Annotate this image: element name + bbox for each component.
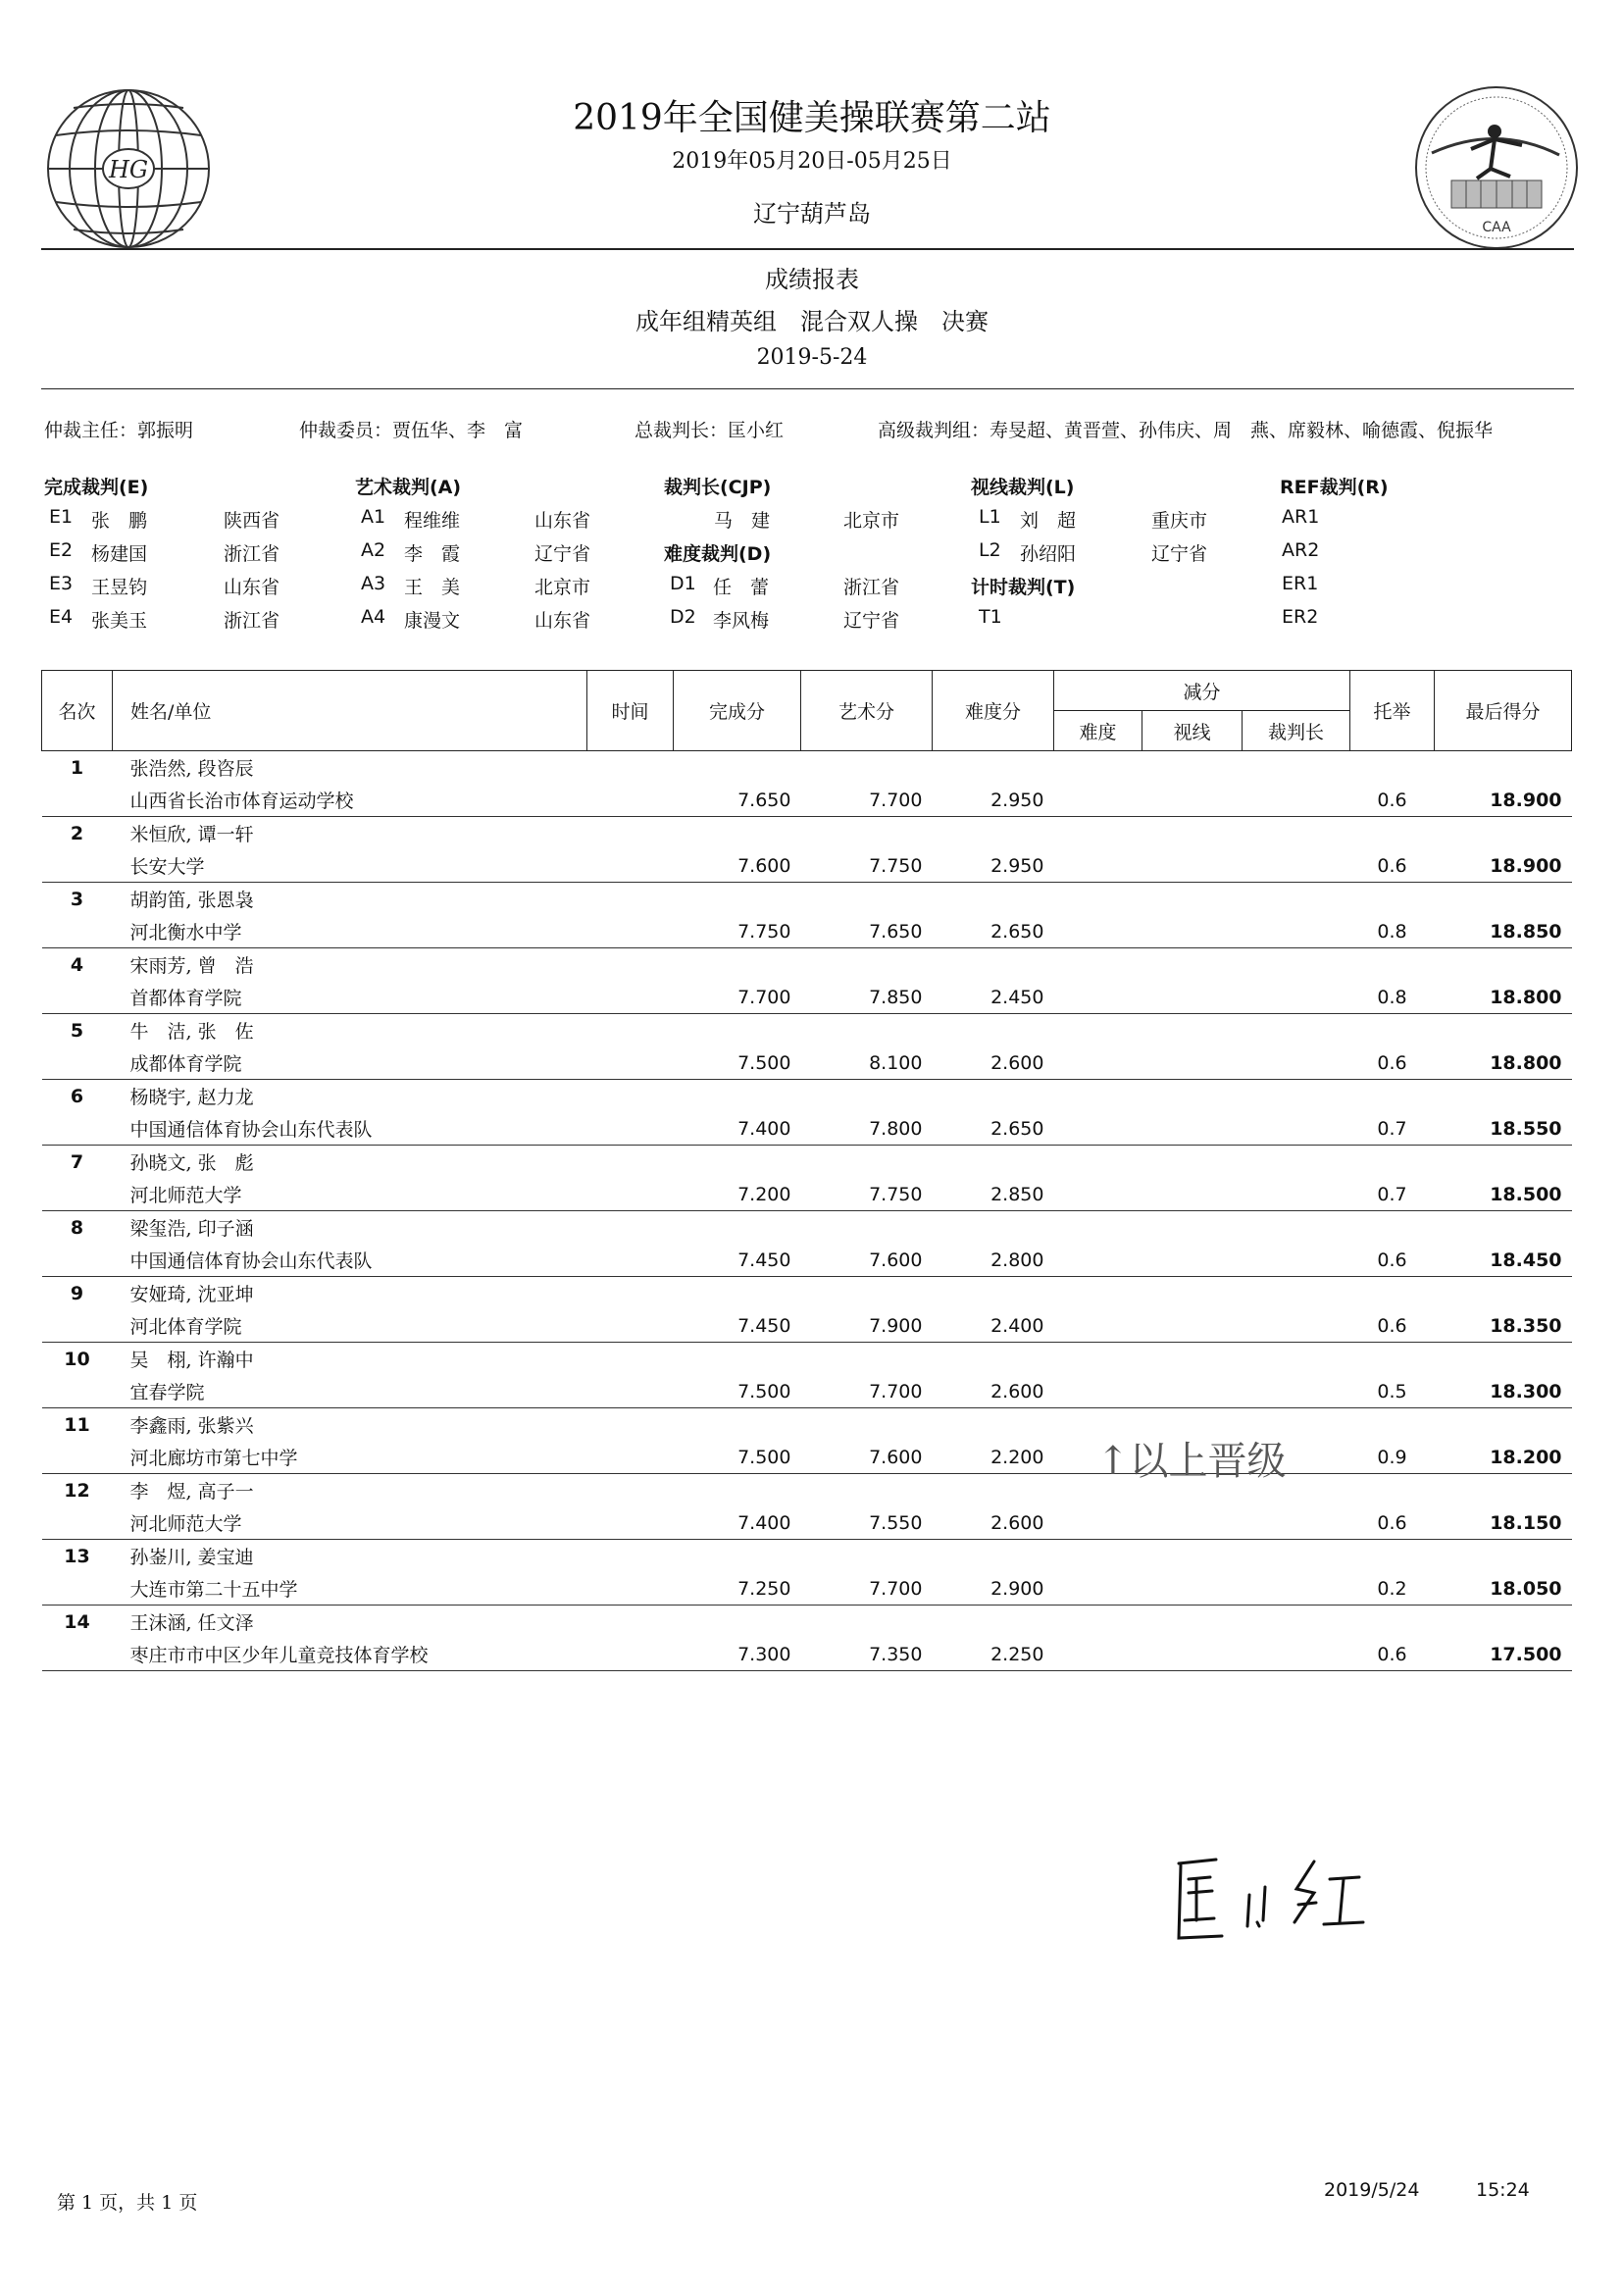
judge-province: 浙江省 <box>843 577 900 598</box>
final-score-cell: 18.900 <box>1435 784 1572 817</box>
report-date: 2019-5-24 <box>756 345 868 370</box>
arbitration-members: 仲裁委员：贾伍华、李 富 <box>299 420 524 441</box>
unit-cell: 河北廊坊市第七中学 <box>113 1441 587 1474</box>
lift-cell: 0.6 <box>1350 1506 1435 1540</box>
unit-cell: 首都体育学院 <box>113 981 587 1014</box>
result-row-names <box>42 1014 1572 1047</box>
final-score-cell: 18.150 <box>1435 1506 1572 1540</box>
rank-cell: 10 <box>64 1348 90 1370</box>
col-name: 姓名/单位 <box>113 671 587 751</box>
col-final: 最后得分 <box>1435 671 1572 751</box>
judge-code: T1 <box>979 606 1002 628</box>
senior-judge-panel: 高级裁判组：寿旻超、黄晋萱、孙伟庆、周 燕、席毅林、喻德霞、倪振华 <box>878 420 1494 441</box>
athlete-names-cell: 张浩然, 段咨辰 <box>129 758 254 780</box>
execution-score-cell: 7.700 <box>674 981 801 1014</box>
unit-cell: 中国通信体育协会山东代表队 <box>113 1112 587 1146</box>
athlete-names-cell: 孙晓文, 张 彪 <box>129 1152 254 1174</box>
result-row-names <box>42 948 1572 982</box>
col-ded-difficulty: 难度 <box>1054 711 1142 751</box>
execution-score-cell: 7.450 <box>674 1309 801 1343</box>
final-score-cell: 18.800 <box>1435 1046 1572 1080</box>
artistic-score-cell: 7.700 <box>801 1572 933 1606</box>
judge-code: D2 <box>670 606 696 628</box>
final-score-cell: 18.350 <box>1435 1309 1572 1343</box>
report-divider <box>41 388 1574 389</box>
result-row-names <box>42 1474 1572 1507</box>
result-row-names <box>42 1408 1572 1442</box>
ref-code: ER1 <box>1282 573 1319 594</box>
judge-name: 刘 超 <box>1020 510 1077 532</box>
print-time: 15:24 <box>1476 2179 1530 2201</box>
judge-name: 任 蕾 <box>713 577 770 598</box>
execution-score-cell: 7.200 <box>674 1178 801 1211</box>
judge-name: 王昱钧 <box>91 577 148 598</box>
result-row-names <box>42 1606 1572 1639</box>
rank-cell: 12 <box>64 1479 90 1502</box>
lift-cell: 0.6 <box>1350 1309 1435 1343</box>
result-row-scores <box>42 1112 1572 1146</box>
rank-cell: 5 <box>70 1019 84 1042</box>
rank-cell: 8 <box>70 1216 84 1239</box>
judge-province: 浙江省 <box>224 543 280 565</box>
col-deductions: 减分 <box>1054 671 1350 711</box>
athlete-names-cell: 李 煜, 高子一 <box>129 1481 254 1503</box>
judge-name: 张 鹏 <box>91 510 148 532</box>
result-row-scores <box>42 981 1572 1014</box>
athlete-names-cell: 牛 洁, 张 佐 <box>129 1021 254 1043</box>
lift-cell: 0.8 <box>1350 981 1435 1014</box>
chief-arbitration: 仲裁主任：郭振明 <box>44 420 194 441</box>
judge-name: 康漫文 <box>404 610 461 632</box>
rank-cell: 13 <box>64 1545 90 1567</box>
judge-code: L1 <box>979 506 1001 528</box>
unit-cell: 河北师范大学 <box>113 1506 587 1540</box>
judge-province: 山东省 <box>224 577 280 598</box>
execution-score-cell: 7.600 <box>674 849 801 883</box>
judge-code: E3 <box>49 573 74 594</box>
judge-code: D1 <box>670 573 696 594</box>
difficulty-score-cell: 2.850 <box>933 1178 1054 1211</box>
result-row-scores <box>42 1572 1572 1606</box>
col-lift: 托举 <box>1350 671 1435 751</box>
athlete-names-cell: 米恒欣, 谭一轩 <box>129 824 254 845</box>
lift-cell: 0.7 <box>1350 1112 1435 1146</box>
unit-cell: 中国通信体育协会山东代表队 <box>113 1244 587 1277</box>
judge-name: 孙绍阳 <box>1020 543 1077 565</box>
difficulty-score-cell: 2.950 <box>933 784 1054 817</box>
rank-cell: 7 <box>70 1150 84 1173</box>
athlete-names-cell: 杨晓宇, 赵力龙 <box>129 1087 254 1108</box>
judge-code: A3 <box>361 573 386 594</box>
artistic-score-cell: 7.600 <box>801 1244 933 1277</box>
lift-cell: 0.6 <box>1350 1244 1435 1277</box>
final-score-cell: 18.300 <box>1435 1375 1572 1408</box>
athlete-names-cell: 李鑫雨, 张紫兴 <box>129 1415 254 1437</box>
lift-cell: 0.6 <box>1350 849 1435 883</box>
difficulty-judges-heading: 难度裁判(D) <box>664 543 772 565</box>
judge-province: 山东省 <box>534 610 591 632</box>
difficulty-score-cell: 2.250 <box>933 1638 1054 1671</box>
judge-code: E1 <box>49 506 74 528</box>
judge-code: E4 <box>49 606 74 628</box>
judge-code: L2 <box>979 539 1001 561</box>
report-subtitle: 成年组精英组 混合双人操 决赛 <box>635 308 989 335</box>
result-row-scores <box>42 784 1572 817</box>
lift-cell: 0.5 <box>1350 1375 1435 1408</box>
result-row-scores <box>42 849 1572 883</box>
judge-province: 浙江省 <box>224 610 280 632</box>
col-execution: 完成分 <box>674 671 801 751</box>
difficulty-score-cell: 2.950 <box>933 849 1054 883</box>
competition-venue: 辽宁葫芦岛 <box>753 200 871 228</box>
result-row-scores <box>42 1441 1572 1474</box>
final-score-cell: 18.050 <box>1435 1572 1572 1606</box>
line-judges-heading: 视线裁判(L) <box>971 477 1075 498</box>
unit-cell: 长安大学 <box>113 849 587 883</box>
competition-dates: 2019年05月20日-05月25日 <box>672 149 952 174</box>
artistic-score-cell: 7.600 <box>801 1441 933 1474</box>
ref-code: AR1 <box>1282 506 1320 528</box>
time-judge-heading: 计时裁判(T) <box>971 577 1076 598</box>
report-title: 成绩报表 <box>765 266 859 293</box>
final-score-cell: 17.500 <box>1435 1638 1572 1671</box>
artistic-score-cell: 7.900 <box>801 1309 933 1343</box>
result-row-names <box>42 1080 1572 1113</box>
unit-cell: 山西省长治市体育运动学校 <box>113 784 587 817</box>
athlete-names-cell: 吴 栩, 许瀚中 <box>129 1350 254 1371</box>
artistic-score-cell: 7.550 <box>801 1506 933 1540</box>
judge-province: 重庆市 <box>1151 510 1208 532</box>
rank-cell: 9 <box>70 1282 84 1304</box>
artistic-judges-heading: 艺术裁判(A) <box>355 477 462 498</box>
execution-score-cell: 7.300 <box>674 1638 801 1671</box>
judge-province: 辽宁省 <box>1151 543 1208 565</box>
judge-name: 李风梅 <box>713 610 770 632</box>
artistic-score-cell: 7.750 <box>801 1178 933 1211</box>
ref-code: ER2 <box>1282 606 1319 628</box>
result-row-scores <box>42 1375 1572 1408</box>
difficulty-score-cell: 2.200 <box>933 1441 1054 1474</box>
judge-province: 辽宁省 <box>843 610 900 632</box>
athlete-names-cell: 胡韵笛, 张恩袅 <box>129 890 254 911</box>
final-score-cell: 18.900 <box>1435 849 1572 883</box>
chief-judge: 总裁判长：匡小红 <box>634 420 785 441</box>
result-row-scores <box>42 1638 1572 1671</box>
result-row-names <box>42 1343 1572 1376</box>
judge-name: 张美玉 <box>91 610 148 632</box>
execution-judges-heading: 完成裁判(E) <box>44 477 149 498</box>
judge-name: 杨建国 <box>91 543 148 565</box>
lift-cell: 0.6 <box>1350 784 1435 817</box>
rank-cell: 3 <box>70 888 84 910</box>
cjp-province: 北京市 <box>843 510 900 532</box>
execution-score-cell: 7.750 <box>674 915 801 948</box>
athlete-names-cell: 宋雨芳, 曾 浩 <box>129 955 254 977</box>
unit-cell: 大连市第二十五中学 <box>113 1572 587 1606</box>
result-row-scores <box>42 915 1572 948</box>
results-table <box>41 670 1572 1671</box>
judge-code: A2 <box>361 539 386 561</box>
athlete-names-cell: 王沫涵, 任文泽 <box>129 1612 254 1634</box>
difficulty-score-cell: 2.800 <box>933 1244 1054 1277</box>
difficulty-score-cell: 2.650 <box>933 1112 1054 1146</box>
difficulty-score-cell: 2.400 <box>933 1309 1054 1343</box>
athlete-names-cell: 梁玺浩, 印子涵 <box>129 1218 254 1240</box>
unit-cell: 河北衡水中学 <box>113 915 587 948</box>
artistic-score-cell: 7.350 <box>801 1638 933 1671</box>
rank-cell: 2 <box>70 822 84 844</box>
artistic-score-cell: 7.850 <box>801 981 933 1014</box>
lift-cell: 0.7 <box>1350 1178 1435 1211</box>
execution-score-cell: 7.250 <box>674 1572 801 1606</box>
final-score-cell: 18.200 <box>1435 1441 1572 1474</box>
ref-code: AR2 <box>1282 539 1320 561</box>
col-difficulty: 难度分 <box>933 671 1054 751</box>
athlete-names-cell: 孙崟川, 姜宝迪 <box>129 1547 254 1568</box>
judge-name: 程维维 <box>404 510 461 532</box>
header-divider <box>41 248 1574 250</box>
artistic-score-cell: 7.650 <box>801 915 933 948</box>
print-date: 2019/5/24 <box>1324 2179 1420 2201</box>
difficulty-score-cell: 2.600 <box>933 1375 1054 1408</box>
lift-cell: 0.6 <box>1350 1638 1435 1671</box>
lift-cell: 0.2 <box>1350 1572 1435 1606</box>
ref-judges-heading: REF裁判(R) <box>1280 477 1389 498</box>
lift-cell: 0.9 <box>1350 1441 1435 1474</box>
result-row-names <box>42 1277 1572 1310</box>
judge-code: A4 <box>361 606 386 628</box>
final-score-cell: 18.450 <box>1435 1244 1572 1277</box>
judge-name: 李 霞 <box>404 543 461 565</box>
execution-score-cell: 7.400 <box>674 1112 801 1146</box>
rank-cell: 1 <box>70 756 84 779</box>
result-row-scores <box>42 1046 1572 1080</box>
logo-text: HG <box>108 156 149 183</box>
unit-cell: 枣庄市市中区少年儿童竞技体育学校 <box>113 1638 587 1671</box>
difficulty-score-cell: 2.900 <box>933 1572 1054 1606</box>
col-ded-cjp: 裁判长 <box>1243 711 1350 751</box>
execution-score-cell: 7.500 <box>674 1046 801 1080</box>
athlete-names-cell: 安娅琦, 沈亚坤 <box>129 1284 254 1305</box>
result-row-names <box>42 751 1572 785</box>
lift-cell: 0.8 <box>1350 915 1435 948</box>
judge-province: 陕西省 <box>224 510 280 532</box>
rank-cell: 6 <box>70 1085 84 1107</box>
unit-cell: 河北体育学院 <box>113 1309 587 1343</box>
execution-score-cell: 7.500 <box>674 1441 801 1474</box>
final-score-cell: 18.500 <box>1435 1178 1572 1211</box>
cjp-name: 马 建 <box>714 510 771 532</box>
execution-score-cell: 7.400 <box>674 1506 801 1540</box>
results-body <box>42 751 1572 1671</box>
result-row-scores <box>42 1309 1572 1343</box>
judge-province: 山东省 <box>534 510 591 532</box>
difficulty-score-cell: 2.650 <box>933 915 1054 948</box>
final-score-cell: 18.550 <box>1435 1112 1572 1146</box>
artistic-score-cell: 7.800 <box>801 1112 933 1146</box>
judge-province: 辽宁省 <box>534 543 591 565</box>
lift-cell: 0.6 <box>1350 1046 1435 1080</box>
result-row-names <box>42 1146 1572 1179</box>
result-row-names <box>42 1211 1572 1245</box>
execution-score-cell: 7.500 <box>674 1375 801 1408</box>
unit-cell: 河北师范大学 <box>113 1178 587 1211</box>
execution-score-cell: 7.650 <box>674 784 801 817</box>
result-row-scores <box>42 1506 1572 1540</box>
competition-title: 2019年全国健美操联赛第二站 <box>573 98 1051 138</box>
page-indicator: 第 1 页，共 1 页 <box>57 2192 198 2214</box>
judge-province: 北京市 <box>534 577 591 598</box>
stamp-text: CAA <box>1482 220 1511 235</box>
artistic-score-cell: 7.700 <box>801 1375 933 1408</box>
judge-code: E2 <box>49 539 74 561</box>
final-score-cell: 18.800 <box>1435 981 1572 1014</box>
col-artistic: 艺术分 <box>801 671 933 751</box>
rank-cell: 4 <box>70 953 84 976</box>
result-row-names <box>42 1540 1572 1573</box>
col-time: 时间 <box>587 671 674 751</box>
judge-code: A1 <box>361 506 386 528</box>
execution-score-cell: 7.450 <box>674 1244 801 1277</box>
rank-cell: 14 <box>64 1610 90 1633</box>
cjp-heading: 裁判长(CJP) <box>664 477 772 498</box>
judge-name: 王 美 <box>404 577 461 598</box>
result-row-scores <box>42 1178 1572 1211</box>
result-row-names <box>42 817 1572 850</box>
final-score-cell: 18.850 <box>1435 915 1572 948</box>
difficulty-score-cell: 2.600 <box>933 1506 1054 1540</box>
difficulty-score-cell: 2.600 <box>933 1046 1054 1080</box>
unit-cell: 成都体育学院 <box>113 1046 587 1080</box>
promotion-note: ↑以上晋级 <box>1096 1439 1287 1484</box>
artistic-score-cell: 7.700 <box>801 784 933 817</box>
difficulty-score-cell: 2.450 <box>933 981 1054 1014</box>
chief-judge-signature <box>1167 1844 1373 1952</box>
col-rank: 名次 <box>42 671 113 751</box>
unit-cell: 宜春学院 <box>113 1375 587 1408</box>
result-row-scores <box>42 1244 1572 1277</box>
artistic-score-cell: 8.100 <box>801 1046 933 1080</box>
result-row-names <box>42 883 1572 916</box>
artistic-score-cell: 7.750 <box>801 849 933 883</box>
col-ded-line: 视线 <box>1142 711 1243 751</box>
rank-cell: 11 <box>64 1413 90 1436</box>
